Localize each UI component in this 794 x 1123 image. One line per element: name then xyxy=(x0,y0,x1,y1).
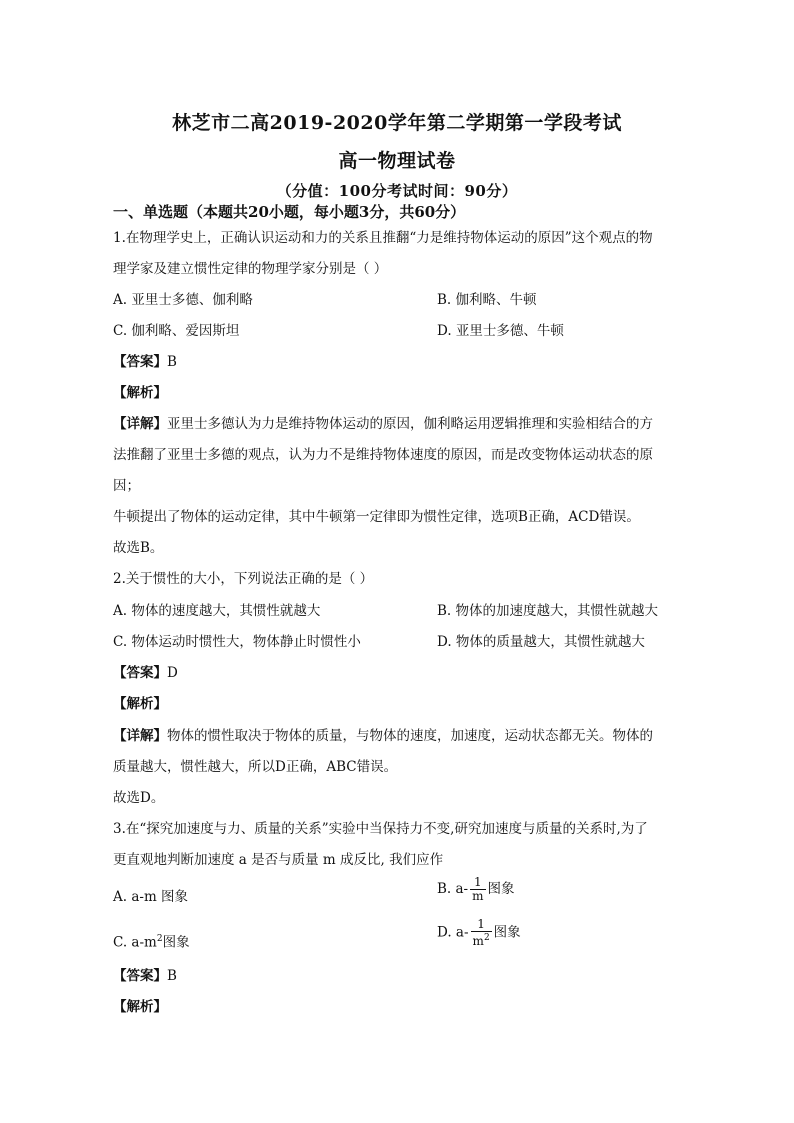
q1-analysis xyxy=(113,383,167,403)
fraction-denominator xyxy=(471,932,492,948)
q1-detail-line2: 法推翻了亚里士多德的观点，认为力不是维持物体速度的原因，而是改变物体运动状态的原 xyxy=(113,447,653,463)
q1-conclusion: 故选B。 xyxy=(113,540,164,556)
q3-answer-value: B xyxy=(167,968,177,984)
exam-subject: 高一物理试卷 xyxy=(338,150,456,172)
detail-tag: 【详解】 xyxy=(113,728,167,744)
q2-detail-line1 xyxy=(113,726,653,746)
q3-stem-line2: 更直观地判断加速度 a 是否与质量 m 成反比, 我们应作 xyxy=(113,852,444,868)
analysis-tag: 【解析】 xyxy=(113,385,167,401)
q3-option-b-suffix: 图象 xyxy=(487,881,515,897)
q1-option-a: A. 亚里士多德、伽利略 xyxy=(113,292,253,308)
q1-stem-line1: 1.在物理学史上，正确认识运动和力的关系且推翻“力是维持物体运动的原因”这个观点的物 xyxy=(113,230,653,246)
answer-tag: 【答案】 xyxy=(113,665,167,681)
q3-option-c-prefix: C. a-m xyxy=(113,934,157,951)
q3-answer xyxy=(113,966,177,986)
q1-answer-value: B xyxy=(167,354,177,370)
q2-analysis xyxy=(113,694,167,714)
q3-option-c-exponent: 2 xyxy=(156,934,163,944)
q1-option-d: D. 亚里士多德、牛顿 xyxy=(437,323,564,339)
q3-option-c xyxy=(113,929,190,953)
q2-option-a: A. 物体的速度越大，其惯性就越大 xyxy=(113,603,321,619)
q2-answer xyxy=(113,663,178,683)
q2-option-d: D. 物体的质量越大，其惯性就越大 xyxy=(437,634,645,650)
exam-meta: （分值：100分考试时间：90分） xyxy=(276,182,518,200)
q1-detail-line3: 因； xyxy=(113,478,140,494)
q1-answer xyxy=(113,352,177,372)
q2-stem: 2.关于惯性的大小，下列说法正确的是（ ） xyxy=(113,571,374,587)
q1-detail-line1 xyxy=(113,414,653,434)
q3-option-b-fraction xyxy=(470,876,485,903)
fraction-denominator: m xyxy=(472,889,484,903)
q3-option-b-prefix: B. a- xyxy=(437,881,469,897)
q2-conclusion: 故选D。 xyxy=(113,790,165,806)
q3-option-b xyxy=(437,876,515,903)
q1-option-c: C. 伽利略、爱因斯坦 xyxy=(113,323,240,339)
fraction-numerator: 1 xyxy=(471,918,492,932)
q1-option-b: B. 伽利略、牛顿 xyxy=(437,292,537,308)
exam-title: 林芝市二高2019-2020学年第二学期第一学段考试 xyxy=(172,112,622,134)
answer-tag: 【答案】 xyxy=(113,354,167,370)
q3-option-c-suffix: 图象 xyxy=(162,934,190,951)
q2-answer-value: D xyxy=(167,665,178,681)
fraction-numerator: 1 xyxy=(470,876,485,890)
q2-detail-text1: 物体的惯性取决于物体的质量，与物体的速度，加速度，运动状态都无关。物体的 xyxy=(167,728,653,744)
analysis-tag: 【解析】 xyxy=(113,999,167,1015)
analysis-tag: 【解析】 xyxy=(113,696,167,712)
q3-option-d-suffix: 图象 xyxy=(493,924,521,941)
q2-option-c: C. 物体运动时惯性大，物体静止时惯性小 xyxy=(113,634,361,650)
q1-detail-line4: 牛顿提出了物体的运动定律，其中牛顿第一定律即为惯性定律，选项B正确，ACD错误。 xyxy=(113,509,640,525)
section-title: 一、单选题（本题共20小题，每小题3分，共60分） xyxy=(113,203,466,221)
q2-detail-line2: 质量越大，惯性越大，所以D正确，ABC错误。 xyxy=(113,759,398,775)
answer-tag: 【答案】 xyxy=(113,968,167,984)
fraction-denominator-base: m xyxy=(472,934,484,948)
q3-stem-line1: 3.在“探究加速度与力、质量的关系”实验中当保持力不变,研究加速度与质量的关系时,为了 xyxy=(113,821,648,837)
q3-analysis xyxy=(113,997,167,1017)
q3-option-a: A. a-m 图象 xyxy=(113,889,189,905)
q2-option-b: B. 物体的加速度越大，其惯性就越大 xyxy=(437,603,659,619)
fraction-denominator-exponent: 2 xyxy=(483,933,490,943)
q1-stem-line2: 理学家及建立惯性定律的物理学家分别是（ ） xyxy=(113,261,388,277)
q1-detail-text1: 亚里士多德认为力是维持物体运动的原因，伽利略运用逻辑推理和实验相结合的方 xyxy=(167,416,653,432)
detail-tag: 【详解】 xyxy=(113,416,167,432)
q3-option-d-prefix: D. a- xyxy=(437,924,469,941)
q3-option-d xyxy=(437,918,521,948)
q3-option-d-fraction xyxy=(471,918,492,948)
